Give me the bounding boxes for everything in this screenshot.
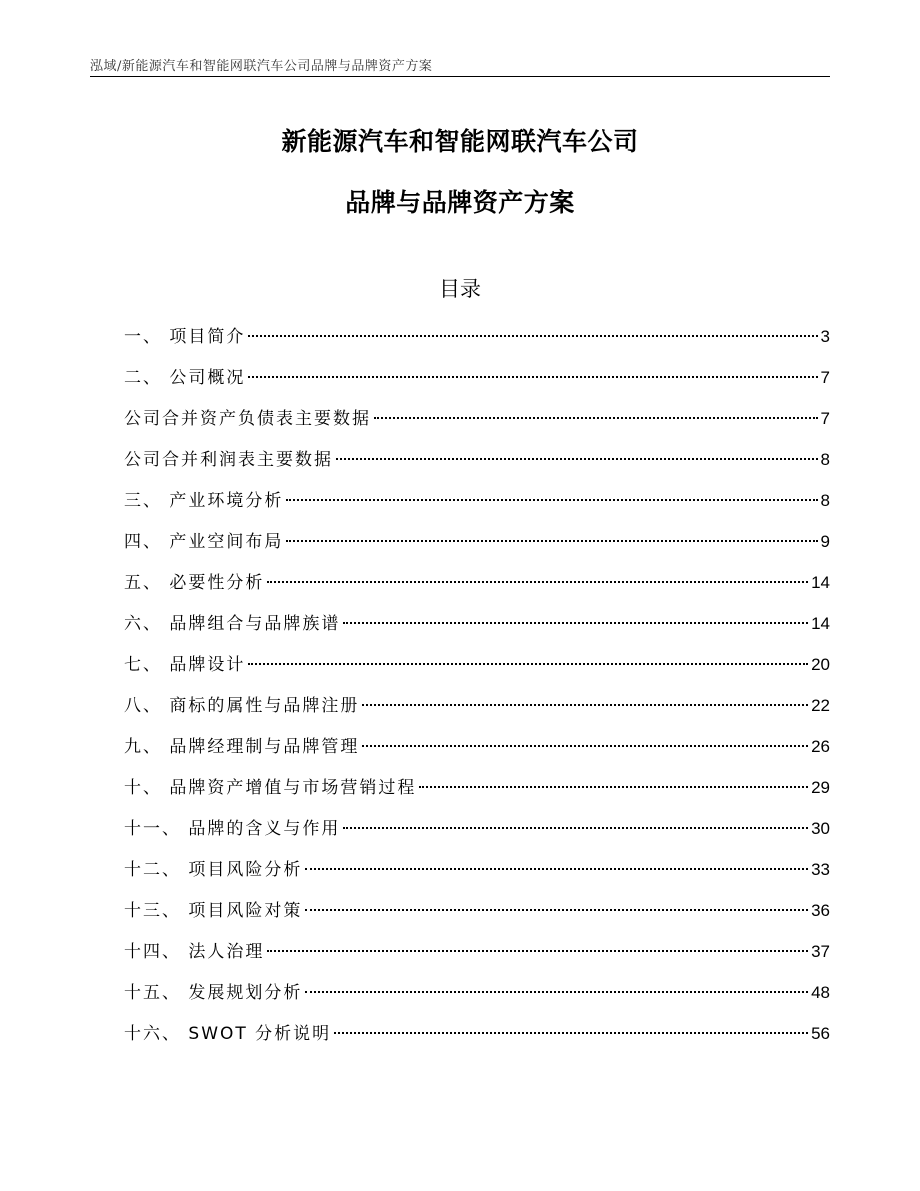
- toc-leader-dots: [286, 540, 817, 542]
- toc-leader-dots: [362, 745, 808, 747]
- toc-page-number: 48: [811, 983, 830, 1002]
- toc-entry-number: 七、: [124, 655, 170, 675]
- toc-entry-text: 公司合并利润表主要数据: [124, 450, 333, 470]
- toc-leader-dots: [336, 458, 818, 460]
- toc-entry-number: 一、: [124, 327, 170, 347]
- running-header: 泓域/新能源汽车和智能网联汽车公司品牌与品牌资产方案: [90, 59, 433, 74]
- toc-entry-number: 四、: [124, 532, 170, 552]
- toc-entry-number: 十、: [124, 778, 170, 798]
- toc-entry-label: [124, 894, 302, 928]
- toc-entry-text: 项目简介: [169, 327, 246, 347]
- toc-entry-label: [124, 443, 333, 477]
- toc-page-number: 9: [820, 532, 830, 551]
- toc-entry-label: [124, 771, 416, 805]
- toc-entry-label: [124, 607, 340, 641]
- toc-entry-text: 产业空间布局: [169, 532, 284, 552]
- toc-leader-dots: [248, 376, 817, 378]
- toc-entry-label: [124, 730, 359, 764]
- toc-entry-text: 品牌经理制与品牌管理: [169, 737, 360, 757]
- toc-entry-label: [124, 935, 264, 969]
- toc-entry-text: 项目风险对策: [188, 901, 303, 921]
- toc-entry-label: [124, 525, 283, 559]
- toc-entry-text: 项目风险分析: [188, 860, 303, 880]
- toc-page-number: 7: [820, 368, 830, 387]
- toc-entry[interactable]: [124, 361, 830, 402]
- toc-entry-text: 品牌设计: [169, 655, 246, 675]
- toc-entry-label: [124, 812, 340, 846]
- toc-entry-label: [124, 976, 302, 1010]
- toc-page-number: 8: [820, 491, 830, 510]
- toc-entry-number: 二、: [124, 368, 170, 388]
- toc-entry-number: 九、: [124, 737, 170, 757]
- toc-entry-text: 品牌资产增值与市场营销过程: [169, 778, 417, 798]
- toc-entry-text: 必要性分析: [169, 573, 265, 593]
- toc-entry-number: 十五、: [124, 983, 189, 1003]
- toc-entry-number: 五、: [124, 573, 170, 593]
- toc-leader-dots: [362, 704, 808, 706]
- toc-entry-number: 十一、: [124, 819, 189, 839]
- table-of-contents: [124, 320, 830, 1058]
- toc-entry-text: 发展规划分析: [188, 983, 303, 1003]
- toc-entry-number: 十二、: [124, 860, 189, 880]
- header-divider: [90, 76, 830, 77]
- toc-entry[interactable]: [124, 771, 830, 812]
- toc-entry[interactable]: [124, 730, 830, 771]
- toc-entry-label: [124, 1017, 331, 1051]
- toc-entry-label: [124, 320, 245, 354]
- document-subtitle: 品牌与品牌资产方案: [345, 188, 575, 217]
- toc-page-number: 30: [811, 819, 830, 838]
- toc-heading: 目录: [439, 277, 481, 301]
- toc-page-number: 8: [820, 450, 830, 469]
- toc-page-number: 26: [811, 737, 830, 756]
- toc-entry-label: [124, 689, 359, 723]
- toc-entry-text: 品牌组合与品牌族谱: [169, 614, 341, 634]
- toc-page-number: 22: [811, 696, 830, 715]
- toc-page-number: 14: [811, 614, 830, 633]
- toc-page-number: 20: [811, 655, 830, 674]
- toc-entry-label: [124, 402, 371, 436]
- toc-entry[interactable]: [124, 648, 830, 689]
- toc-entry[interactable]: [124, 402, 830, 443]
- toc-entry[interactable]: [124, 566, 830, 607]
- toc-leader-dots: [343, 827, 808, 829]
- toc-entry-number: 十三、: [124, 901, 189, 921]
- toc-entry[interactable]: [124, 525, 830, 566]
- toc-leader-dots: [267, 950, 808, 952]
- toc-entry[interactable]: [124, 607, 830, 648]
- document-title: 新能源汽车和智能网联汽车公司: [281, 127, 639, 156]
- toc-entry-label: [124, 484, 283, 518]
- toc-entry-text: 产业环境分析: [169, 491, 284, 511]
- toc-entry-text: 品牌的含义与作用: [188, 819, 341, 839]
- toc-leader-dots: [419, 786, 808, 788]
- toc-entry-text: SWOT 分析说明: [188, 1024, 332, 1044]
- toc-page-number: 36: [811, 901, 830, 920]
- toc-leader-dots: [343, 622, 808, 624]
- toc-leader-dots: [248, 663, 808, 665]
- toc-entry-label: [124, 566, 264, 600]
- toc-entry[interactable]: [124, 484, 830, 525]
- toc-page-number: 7: [820, 409, 830, 428]
- toc-entry-number: 六、: [124, 614, 170, 634]
- toc-page-number: 37: [811, 942, 830, 961]
- toc-leader-dots: [305, 868, 808, 870]
- toc-entry[interactable]: [124, 320, 830, 361]
- toc-page-number: 14: [811, 573, 830, 592]
- toc-leader-dots: [286, 499, 817, 501]
- toc-entry[interactable]: [124, 689, 830, 730]
- toc-leader-dots: [374, 417, 818, 419]
- toc-entry-text: 公司合并资产负债表主要数据: [124, 409, 371, 429]
- toc-entry[interactable]: [124, 894, 830, 935]
- toc-entry[interactable]: [124, 443, 830, 484]
- toc-leader-dots: [305, 909, 808, 911]
- toc-entry-label: [124, 361, 245, 395]
- toc-leader-dots: [305, 991, 808, 993]
- toc-page-number: 33: [811, 860, 830, 879]
- toc-entry[interactable]: [124, 812, 830, 853]
- toc-entry-text: 法人治理: [188, 942, 265, 962]
- toc-entry-text: 公司概况: [169, 368, 246, 388]
- toc-leader-dots: [334, 1032, 808, 1034]
- toc-entry[interactable]: [124, 976, 830, 1017]
- toc-entry[interactable]: [124, 935, 830, 976]
- toc-page-number: 56: [811, 1024, 830, 1043]
- toc-entry-label: [124, 648, 245, 682]
- toc-page-number: 3: [820, 327, 830, 346]
- toc-entry-text: 商标的属性与品牌注册: [169, 696, 360, 716]
- toc-page-number: 29: [811, 778, 830, 797]
- toc-entry[interactable]: [124, 853, 830, 894]
- toc-entry-number: 三、: [124, 491, 170, 511]
- toc-entry-number: 八、: [124, 696, 170, 716]
- toc-entry-label: [124, 853, 302, 887]
- toc-leader-dots: [248, 335, 817, 337]
- toc-entry-number: 十六、: [124, 1024, 189, 1044]
- toc-entry-number: 十四、: [124, 942, 189, 962]
- toc-entry[interactable]: [124, 1017, 830, 1058]
- toc-leader-dots: [267, 581, 808, 583]
